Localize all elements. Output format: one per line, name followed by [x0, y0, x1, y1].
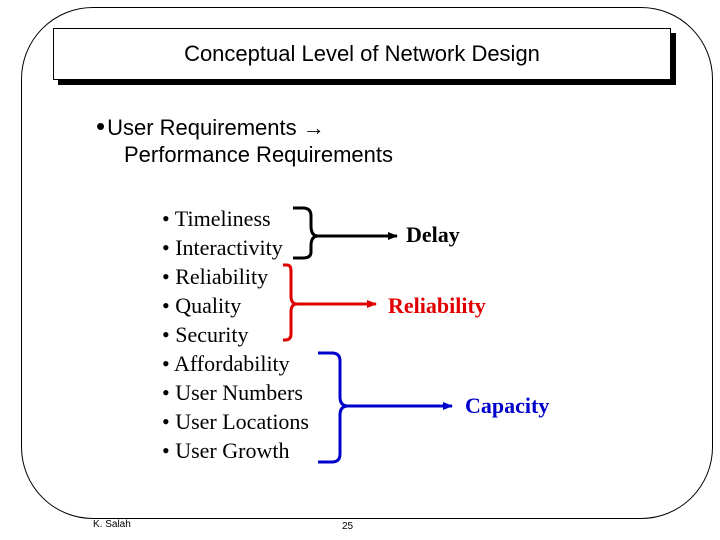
target-reliability: Reliability: [388, 293, 486, 318]
target-delay: Delay: [406, 222, 460, 247]
bullet-continuation: Performance Requirements: [124, 142, 394, 167]
list-item-reliability: • Reliability: [162, 264, 269, 289]
list-item-interactivity: • Interactivity: [162, 235, 283, 260]
list-item-quality: • Quality: [162, 293, 242, 318]
list-item-timeliness: • Timeliness: [162, 206, 271, 231]
reliability-group-connector: [283, 265, 376, 340]
footer-page-number: 25: [342, 521, 354, 532]
implies-arrow-icon: →: [302, 115, 325, 140]
slide-title-text: Conceptual Level of Network Design: [184, 41, 540, 66]
list-item-affordability: • Affordability: [162, 351, 290, 376]
reliability-brace: [283, 265, 297, 340]
footer-author: K. Salah: [93, 519, 131, 530]
target-capacity: Capacity: [465, 393, 550, 418]
capacity-brace: [318, 353, 348, 462]
list-item-security: • Security: [162, 322, 249, 347]
bullet-text: User Requirements: [107, 115, 303, 140]
delay-group-connector: [293, 208, 397, 258]
delay-brace: [293, 208, 318, 258]
list-item-user-growth: • User Growth: [162, 438, 290, 463]
capacity-group-connector: [318, 353, 452, 462]
bullet-marker: •: [96, 111, 106, 141]
list-item-user-numbers: • User Numbers: [162, 380, 303, 405]
list-item-user-locations: • User Locations: [162, 409, 309, 434]
